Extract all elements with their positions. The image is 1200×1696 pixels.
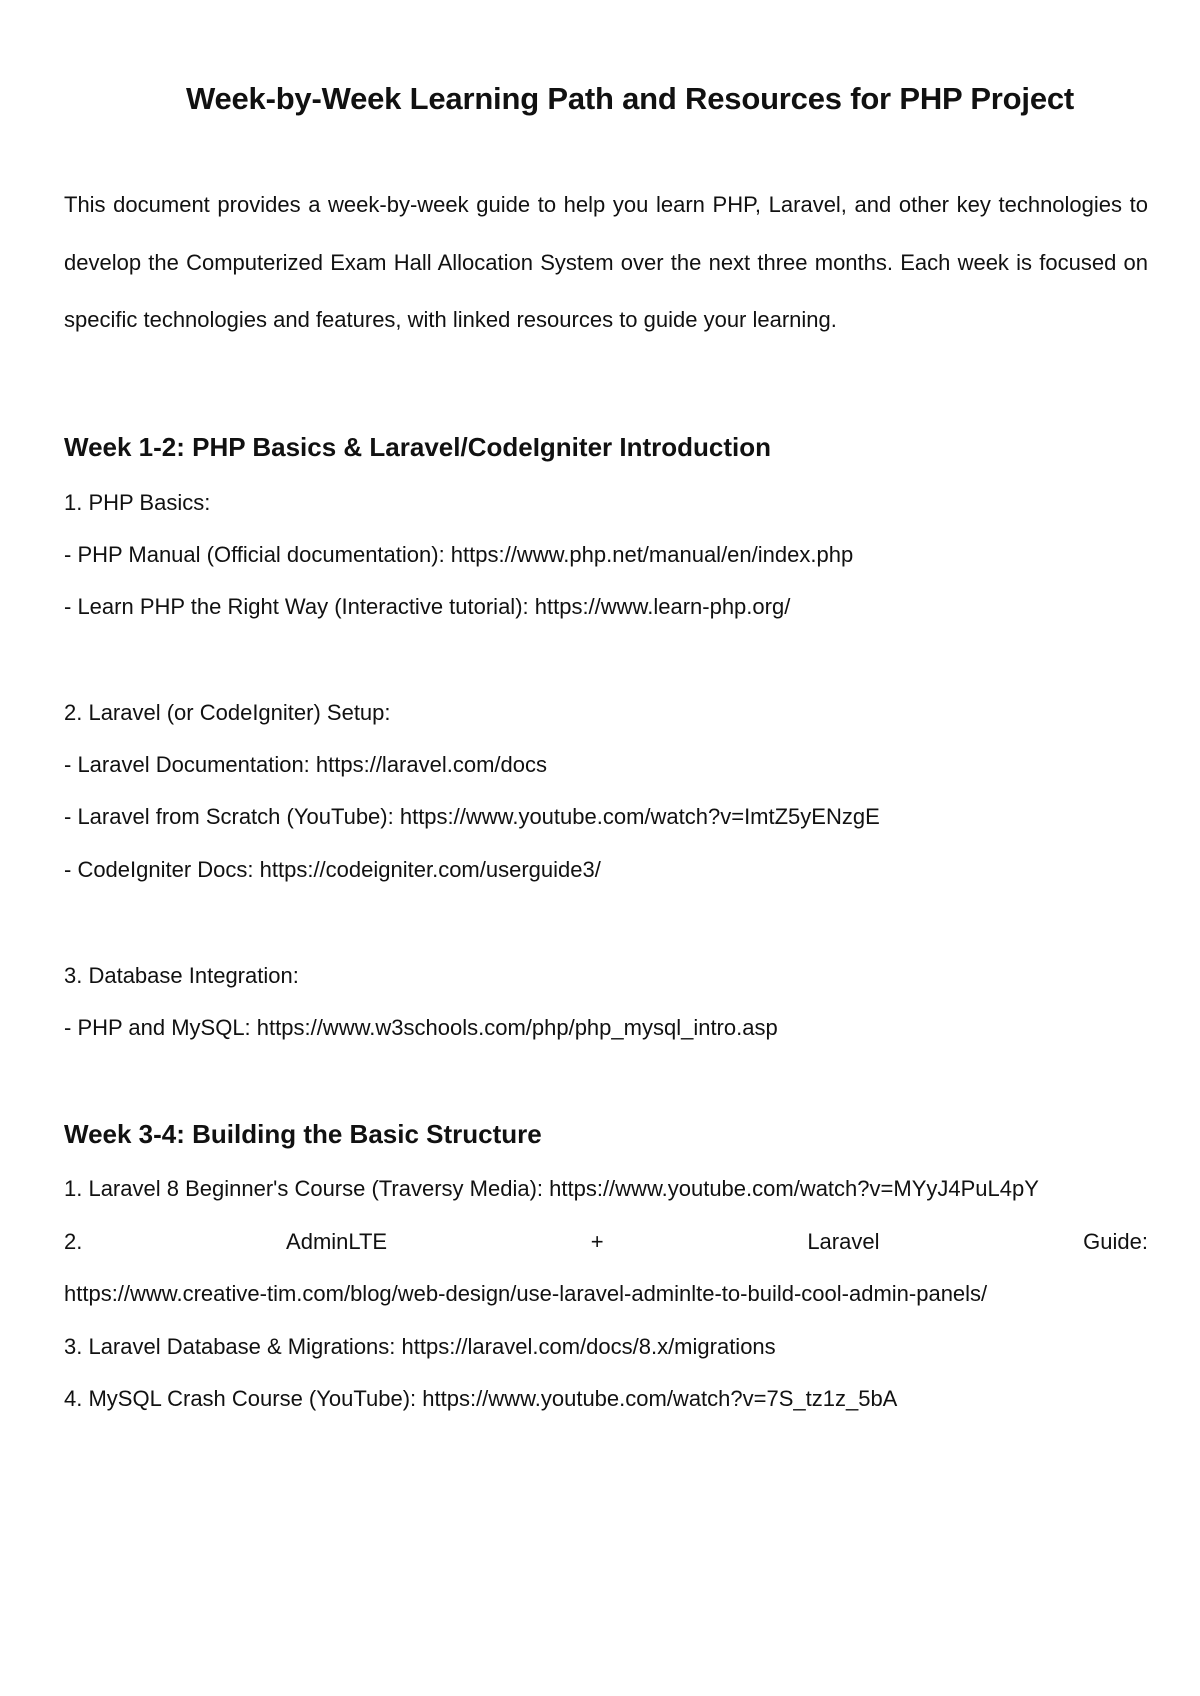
adminlte-guide-line <box>64 1229 1148 1255</box>
adminlte-number: 2. <box>64 1229 83 1254</box>
mysql-crash-course-link-item[interactable]: 4. MySQL Crash Course (YouTube): https://www.youtube.com/watch?v=7S_tz1z_5bA <box>64 1386 898 1411</box>
document-title: Week-by-Week Learning Path and Resources for PHP Project <box>185 80 1075 116</box>
learn-php-link-item[interactable]: - Learn PHP the Right Way (Interactive tutorial): https://www.learn-php.org/ <box>64 594 791 619</box>
week-3-4-heading: Week 3-4: Building the Basic Structure <box>64 1119 542 1149</box>
laravel-word: Laravel <box>807 1229 880 1254</box>
php-manual-link-item[interactable]: - PHP Manual (Official documentation): https://www.php.net/manual/en/index.php <box>64 542 854 567</box>
database-integration-label: 3. Database Integration: <box>64 963 299 988</box>
laravel-docs-link-item[interactable]: - Laravel Documentation: https://laravel.com/docs <box>64 752 548 777</box>
plus-sign: + <box>590 1229 604 1254</box>
week-1-2-heading: Week 1-2: PHP Basics & Laravel/CodeIgniter Introduction <box>64 432 772 462</box>
laravel-scratch-link-item[interactable]: - Laravel from Scratch (YouTube): https://www.youtube.com/watch?v=ImtZ5yENzgE <box>64 804 880 829</box>
guide-word: Guide: <box>1083 1229 1148 1254</box>
laravel-migrations-link-item[interactable]: 3. Laravel Database & Migrations: https://laravel.com/docs/8.x/migrations <box>64 1334 776 1359</box>
intro-paragraph: This document provides a week-by-week guide to help you learn PHP, Laravel, and other key technologies to develop the Computerized Exam Hall Allocation System over the next three months. Each week is focused on specific technologies and features, with linked resources to guide your learning. <box>64 192 1148 332</box>
laravel-setup-label: 2. Laravel (or CodeIgniter) Setup: <box>64 700 391 725</box>
laravel8-course-link-item[interactable]: 1. Laravel 8 Beginner's Course (Traversy Media): https://www.youtube.com/watch?v=MYyJ4PuL4pY <box>64 1176 1039 1201</box>
codeigniter-docs-link-item[interactable]: - CodeIgniter Docs: https://codeigniter.com/userguide3/ <box>64 857 601 882</box>
adminlte-word: AdminLTE <box>286 1229 388 1254</box>
php-basics-label: 1. PHP Basics: <box>64 490 211 515</box>
php-mysql-link-item[interactable]: - PHP and MySQL: https://www.w3schools.com/php/php_mysql_intro.asp <box>64 1015 778 1040</box>
adminlte-guide-link[interactable]: https://www.creative-tim.com/blog/web-design/use-laravel-adminlte-to-build-cool-admin-panels/ <box>64 1281 988 1306</box>
